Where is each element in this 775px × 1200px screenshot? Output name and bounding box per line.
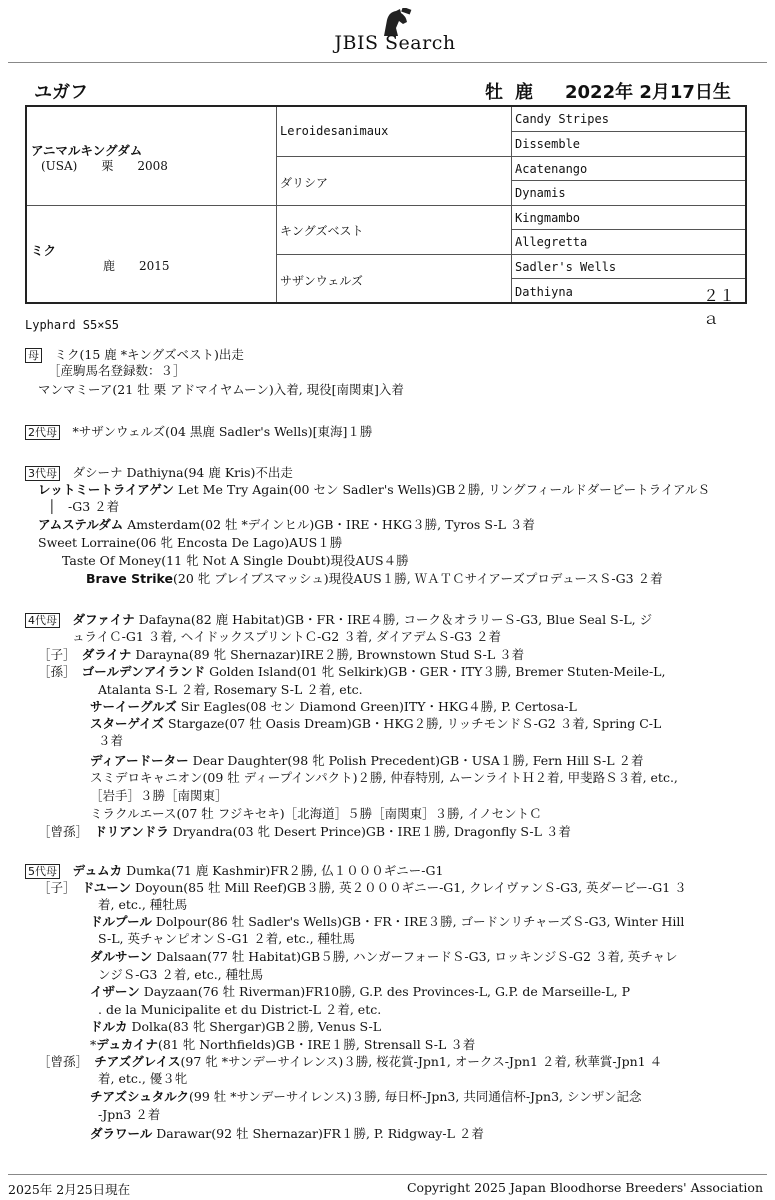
footer-divider <box>8 1174 767 1175</box>
dam-dam[interactable]: サザンウェルズ <box>280 274 363 288</box>
horse-link[interactable]: デュムカ <box>72 863 123 878</box>
sire-info: (USA) 栗 2008 <box>41 159 168 173</box>
family-line <box>86 569 663 587</box>
horse-link[interactable]: ダラワール <box>90 1126 153 1141</box>
horse-link[interactable]: ダライナ <box>81 647 132 662</box>
horse-link[interactable]: スターゲイズ <box>90 716 165 731</box>
family-line <box>90 1035 475 1053</box>
record-text: Sweet Lorraine(06 牝 Encosta De Lago)AUS１勝 <box>38 535 343 550</box>
sire-dam-sire[interactable]: Acatenango <box>515 162 588 176</box>
family-line <box>90 1087 641 1105</box>
record-text: ンジＳ-G3 ２着, etc., 種牡馬 <box>98 967 264 982</box>
family-number: ２１ａ <box>703 286 736 328</box>
family-line <box>90 768 678 786</box>
family-line <box>98 1105 160 1123</box>
family-line <box>38 380 404 398</box>
horse-link[interactable]: ディアードーター <box>90 753 189 768</box>
family-line <box>38 1052 662 1070</box>
dam-dam-dam[interactable]: Dathiyna <box>515 285 573 299</box>
record-text: -Jpn3 ２着 <box>98 1107 161 1122</box>
horse-link[interactable]: ダファイナ <box>72 612 135 627</box>
family-line <box>90 697 577 715</box>
generation-tag: 母 <box>25 348 42 363</box>
family-line <box>38 515 535 533</box>
record-text: ［産駒馬名登録数：３］ <box>48 363 186 378</box>
family-line <box>90 1017 381 1035</box>
horse-link[interactable]: ドルプール <box>90 914 152 929</box>
dam-sire-dam[interactable]: Allegretta <box>515 235 588 249</box>
dam-name[interactable]: ミク <box>31 243 57 258</box>
dam-info: 鹿 2015 <box>103 259 170 273</box>
sire-dam[interactable]: ダリシア <box>280 176 329 190</box>
family-line <box>98 965 263 983</box>
sire-sire[interactable]: Leroidesanimaux <box>280 124 389 138</box>
family-line <box>90 804 542 822</box>
record-text: ［曾孫］ <box>38 1054 95 1069</box>
record-text: ミラクルエース(07 牡 フジキセキ)［北海道］５勝［南関東］３勝, イノセントＣ <box>90 806 542 821</box>
generation-header <box>25 463 293 481</box>
record-text: ［曾孫］ <box>38 824 95 839</box>
record-text: Dumka(71 鹿 Kashmir)FR２勝, 仏１０００ギニー-G1 <box>122 863 444 878</box>
record-text: . de la Municipalite et du District-L ２着, etc. <box>98 1002 382 1017</box>
horse-link[interactable]: ゴールデンアイランド <box>81 664 206 679</box>
record-text: Stargaze(07 牡 Oasis Dream)GB・HKG２勝, リッチモンドＳ-G2 ３着, Spring C-L <box>164 716 662 731</box>
family-line <box>62 551 409 569</box>
record-text: Dalsaan(77 牡 Habitat)GB５勝, ハンガーフォードＳ-G3, ロッキンジＳ-G2 ３着, 英チャレ <box>152 949 678 964</box>
horse-link[interactable]: ドルカ <box>90 1019 128 1034</box>
family-line <box>38 878 687 896</box>
record-text: ダシーナ Dathiyna(94 鹿 Kris)不出走 <box>72 465 293 480</box>
record-text: Doyoun(85 牡 Mill Reef)GB３勝, 英２０００ギニー-G1, クレイヴァンＳ-G3, 英ダービー-G1 ３ <box>131 880 687 895</box>
generation-header <box>25 610 652 628</box>
record-text: * <box>90 1037 97 1052</box>
record-text: Darawar(92 牡 Shernazar)FR１勝, P. Ridgway-L ２着 <box>152 1126 484 1141</box>
record-text: Let Me Try Again(00 セン Sadler's Wells)GB２勝, リングフィールドダービートライアルＳ <box>174 482 711 497</box>
generation-header <box>25 422 372 440</box>
generation-tag: 2代母 <box>25 425 60 440</box>
record-text: ミク(15 鹿 *キングズベスト)出走 <box>54 347 244 362</box>
family-line <box>38 645 524 663</box>
family-line <box>90 786 228 804</box>
record-text: (99 牡 *サンデーサイレンス)３勝, 毎日杯-Jpn3, 共同通信杯-Jpn3, シンザン記念 <box>189 1089 642 1104</box>
horse-link[interactable]: レットミートライアゲン <box>38 482 175 497</box>
horse-birth-date: 2022年 2月17日生 <box>565 82 731 103</box>
family-line <box>98 895 187 913</box>
footer-copyright: Copyright 2025 Japan Bloodhorse Breeders' Association <box>406 1180 763 1195</box>
family-line <box>98 1069 187 1087</box>
generation-tag: 4代母 <box>25 613 60 628</box>
record-text: Darayna(89 牝 Shernazar)IRE２勝, Brownstown Stud S-L ３着 <box>131 647 525 662</box>
family-line <box>98 1000 381 1018</box>
footer-date: 2025年 2月25日現在 <box>8 1182 131 1197</box>
record-text: *サザンウェルズ(04 黒鹿 Sadler's Wells)[東海]１勝 <box>72 424 373 439</box>
record-text: Atalanta S-L ２着, Rosemary S-L ２着, etc. <box>98 682 363 697</box>
family-line <box>72 627 501 645</box>
sire-dam-dam[interactable]: Dynamis <box>515 186 566 200</box>
horse-link[interactable]: アムステルダム <box>38 517 124 532</box>
horse-sex: 牡 <box>485 82 503 103</box>
family-line <box>98 680 363 698</box>
family-line <box>38 480 710 498</box>
inbreeding: Lyphard S5×S5 <box>25 318 119 332</box>
family-line <box>38 533 342 551</box>
family-line <box>90 751 644 769</box>
record-text: ［岩手］３勝［南関東］ <box>90 788 228 803</box>
record-text: S-L, 英チャンピオンＳ-G1 ２着, etc., 種牡馬 <box>98 931 356 946</box>
jbis-search-logo[interactable] <box>330 8 460 54</box>
record-text: 着, etc., 種牡馬 <box>98 897 188 912</box>
sire-sire-dam[interactable]: Dissemble <box>515 137 581 151</box>
logo-text: JBIS Search <box>334 32 456 54</box>
family-line <box>98 731 123 749</box>
family-line <box>90 1124 484 1142</box>
horse-link[interactable]: サーイーグルズ <box>90 699 177 714</box>
dam-dam-sire[interactable]: Sadler's Wells <box>515 260 617 274</box>
family-line <box>38 822 571 840</box>
record-text: マンマミーア(21 牡 栗 アドマイヤムーン)入着, 現役[南関東]入着 <box>38 382 404 397</box>
record-text: Sir Eagles(08 セン Diamond Green)ITY・HKG４勝, P. Certosa-L <box>176 699 577 714</box>
record-text: ３着 <box>98 733 124 748</box>
horse-color: 鹿 <box>515 82 533 103</box>
sire-sire-sire[interactable]: Candy Stripes <box>515 112 609 126</box>
record-text: Dryandra(03 牝 Desert Prince)GB・IRE１勝, Dragonfly S-L ３着 <box>168 824 571 839</box>
horse-link[interactable]: ドリアンドラ <box>94 824 169 839</box>
record-text: Amsterdam(02 牡 *デインヒル)GB・IRE・HKG３勝, Tyros S-L ３着 <box>123 517 535 532</box>
family-line <box>38 662 665 680</box>
header-divider <box>8 62 767 63</box>
record-text: スミデロキャニオン(09 牡 ディープインパクト)２勝, 仲春特別, ムーンライトＨ２着, 甲斐路Ｓ３着, etc., <box>90 770 678 785</box>
family-line <box>90 912 684 930</box>
horse-link[interactable]: イザーン <box>90 984 140 999</box>
horse-name: ユガフ <box>34 82 88 103</box>
family-line <box>48 497 119 515</box>
record-text: Dolka(83 牝 Shergar)GB２勝, Venus S-L <box>127 1019 382 1034</box>
family-line <box>90 947 678 965</box>
record-text: ［子］ <box>38 880 82 895</box>
record-text: (81 牝 Northfields)GB・IRE１勝, Strensall S-L ３着 <box>158 1037 476 1052</box>
record-text: Golden Island(01 牝 Selkirk)GB・GER・ITY３勝, Bremer Stuten-Meile-L, <box>205 664 666 679</box>
record-text: (20 牝 ブレイブスマッシュ)現役AUS１勝, ＷＡＴＣサイアーズプロデュースＳ-G3 ２着 <box>173 571 663 586</box>
horse-link[interactable]: デュカイナ <box>96 1037 159 1052</box>
record-text: 着, etc., 優３牝 <box>98 1071 188 1086</box>
family-line <box>98 929 355 947</box>
dam-sire-sire[interactable]: Kingmambo <box>515 211 581 225</box>
record-text: ［子］ <box>38 647 82 662</box>
record-text: Taste Of Money(11 牝 Not A Single Doubt)現役AUS４勝 <box>62 553 409 568</box>
horse-link[interactable]: チアズグレイス <box>94 1054 181 1069</box>
horse-link[interactable]: チアズシュタルク <box>90 1089 190 1104</box>
record-text: Dafayna(82 鹿 Habitat)GB・FR・IRE４勝, コーク＆オラリーＳ-G3, Blue Seal S-L, ジ <box>134 612 653 627</box>
family-line <box>90 714 661 732</box>
family-line <box>48 361 186 379</box>
record-text: ュライＣ-G1 ３着, ヘイドックスプリントＣ-G2 ３着, ダイアデムＳ-G3 ２着 <box>72 629 502 644</box>
sire-name[interactable]: アニマルキングダム <box>31 143 143 158</box>
record-text: │ -G3 ２着 <box>48 499 120 514</box>
record-text: ［孫］ <box>38 664 82 679</box>
record-text: Dayzaan(76 牡 Riverman)FR10勝, G.P. des Provinces-L, G.P. de Marseille-L, P <box>139 984 631 999</box>
family-line <box>90 982 630 1000</box>
generation-header <box>25 861 443 879</box>
generation-tag: 3代母 <box>25 466 60 481</box>
record-text: Dolpour(86 牡 Sadler's Wells)GB・FR・IRE３勝, ゴードンリチャーズＳ-G3, Winter Hill <box>151 914 685 929</box>
dam-sire[interactable]: キングズベスト <box>280 224 364 238</box>
horse-link[interactable]: ダルサーン <box>90 949 153 964</box>
generation-tag: 5代母 <box>25 864 60 879</box>
record-text: Dear Daughter(98 牝 Polish Precedent)GB・USA１勝, Fern Hill S-L ２着 <box>188 753 644 768</box>
horse-link[interactable]: ドユーン <box>81 880 132 895</box>
horse-link[interactable]: Brave Strike <box>86 571 173 586</box>
record-text: (97 牝 *サンデーサイレンス)３勝, 桜花賞-Jpn1, オークス-Jpn1 ２着, 秋華賞-Jpn1 ４ <box>180 1054 663 1069</box>
